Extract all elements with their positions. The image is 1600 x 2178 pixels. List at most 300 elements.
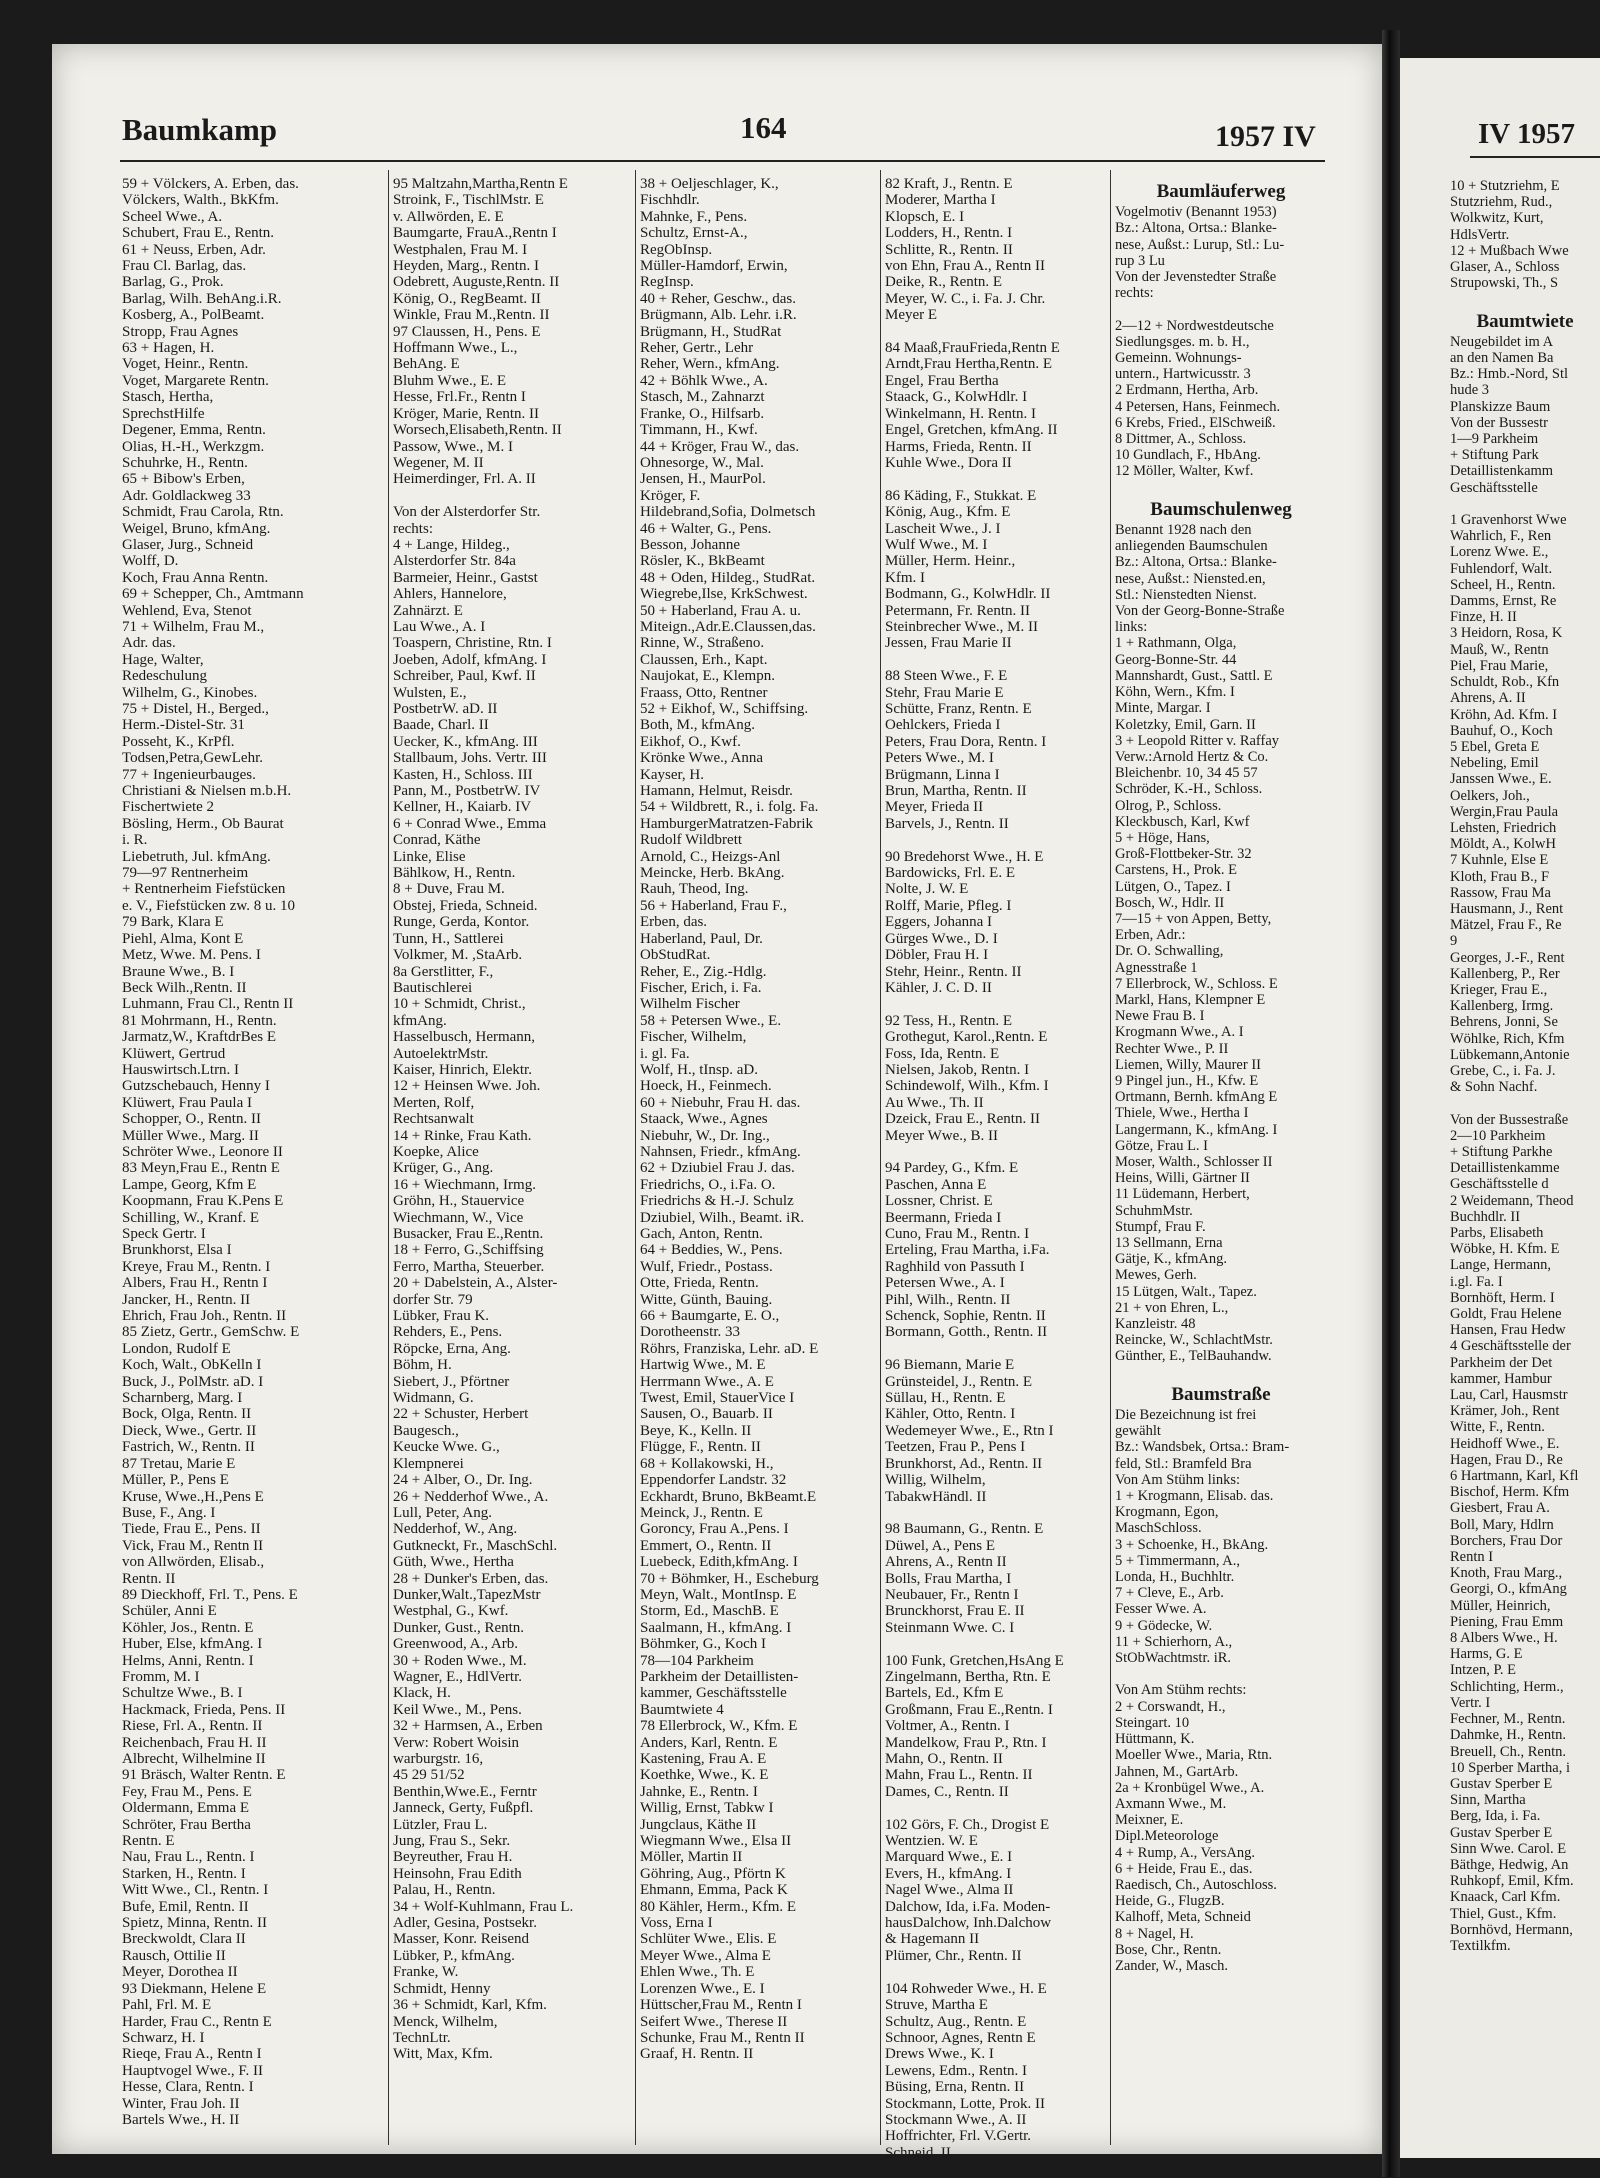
- directory-entry: [1115, 480, 1327, 496]
- directory-entry: Fastrich, W., Rentn. II: [122, 1439, 255, 1456]
- directory-entry: Dziubiel, Wilh., Beamt. iR.: [640, 1209, 805, 1226]
- directory-entry: Engel, Gretchen, kfmAng. II: [885, 422, 1058, 439]
- directory-entry: Witt, Max, Kfm.: [393, 2046, 493, 2063]
- right-page-column: [1450, 178, 1600, 1954]
- directory-entry: 16 + Wiechmann, Irmg.: [393, 1176, 536, 1193]
- directory-entry: untern., Hartwicusstr. 3: [1115, 366, 1251, 383]
- directory-entry: Heyden, Marg., Rentn. I: [393, 258, 539, 275]
- directory-entry: Breuell, Ch., Rentn.: [1450, 1743, 1566, 1760]
- column-divider: [880, 170, 881, 2145]
- directory-entry: Völckers, Walth., BkKfm.: [122, 192, 279, 209]
- directory-entry: Weigel, Bruno, kfmAng.: [122, 520, 271, 537]
- directory-entry: Krogmann Wwe., A. I: [1115, 1024, 1244, 1041]
- directory-entry: Ortmann, Bernh. kfmAng E: [1115, 1089, 1278, 1106]
- directory-entry: 91 Bräsch, Walter Rentn. E: [122, 1767, 286, 1784]
- directory-entry: Masser, Konr. Reisend: [393, 1931, 530, 1948]
- directory-entry: 42 + Böhlk Wwe., A.: [640, 372, 768, 389]
- directory-entry: 70 + Böhmker, H., Escheburg: [640, 1570, 819, 1587]
- directory-entry: Krüger, G., Ang.: [393, 1160, 494, 1177]
- directory-entry: König, O., RegBeamt. II: [393, 290, 541, 307]
- directory-entry: 3 + Schoenke, H., BkAng.: [1115, 1536, 1269, 1553]
- directory-entry: Rentn I: [1450, 1549, 1494, 1566]
- directory-entry: Nolte, J. W. E: [885, 881, 969, 898]
- directory-entry: Grothegut, Karol.,Rentn. E: [885, 1029, 1048, 1046]
- directory-column-1: [122, 176, 384, 2128]
- directory-entry: Zingelmann, Bertha, Rtn. E: [885, 1668, 1051, 1685]
- directory-entry: Carstens, H., Prok. E: [1115, 862, 1238, 879]
- directory-entry: Voltmer, A., Rentn. I: [885, 1718, 1010, 1735]
- directory-entry: e. V., Fiefstücken zw. 8 u. 10: [122, 897, 296, 914]
- directory-entry: Hoffmann Wwe., L.,: [393, 340, 518, 357]
- directory-entry: 58 + Petersen Wwe., E.: [640, 1012, 782, 1029]
- directory-entry: 1 Gravenhorst Wwe: [1450, 512, 1567, 529]
- directory-entry: Damms, Ernst, Re: [1450, 593, 1557, 610]
- directory-entry: Sinn Wwe. Carol. E: [1450, 1840, 1567, 1857]
- directory-entry: [885, 1964, 1107, 1980]
- directory-entry: Koepke, Alice: [393, 1143, 479, 1160]
- directory-entry: Lorenz Wwe. E.,: [1450, 544, 1549, 561]
- directory-entry: Wiegmann Wwe., Elsa II: [640, 1833, 792, 1850]
- directory-entry: Barlag, G., Prok.: [122, 274, 224, 291]
- directory-entry: Geschäftsstelle: [1450, 479, 1538, 496]
- directory-entry: Hartwig Wwe., M. E: [640, 1357, 766, 1374]
- directory-entry: 11 Lüdemann, Herbert,: [1115, 1186, 1250, 1203]
- street-heading: Baumschulenweg: [1150, 498, 1292, 520]
- directory-entry: Heide, G., FlugzB.: [1115, 1893, 1225, 1910]
- directory-entry: Schnoor, Agnes, Rentn E: [885, 2029, 1036, 2046]
- directory-entry: Brügmann, H., StudRat: [640, 323, 782, 340]
- directory-entry: Liemen, Willy, Maurer II: [1115, 1056, 1261, 1073]
- directory-entry: Mahn, Frau L., Rentn. II: [885, 1767, 1033, 1784]
- directory-entry: Stl.: Nienstedten Nienst.: [1115, 586, 1257, 603]
- directory-entry: Dunker, Gust., Rentn.: [393, 1619, 525, 1636]
- directory-entry: [885, 652, 1107, 668]
- directory-entry: Giesbert, Frau A.: [1450, 1500, 1550, 1517]
- directory-entry: [885, 324, 1107, 340]
- directory-entry: Piehl, Alma, Kont E: [122, 930, 244, 947]
- directory-entry: Wiechmann, W., Vice: [393, 1209, 524, 1226]
- directory-entry: Piel, Frau Marie,: [1450, 657, 1549, 674]
- directory-entry: Von der Alsterdorfer Str.: [393, 504, 541, 521]
- directory-entry: Kloth, Frau B., F: [1450, 868, 1550, 885]
- directory-entry: Kröhn, Ad. Kfm. I: [1450, 706, 1558, 723]
- directory-entry: Rechter Wwe., P. II: [1115, 1040, 1229, 1057]
- directory-entry: Barlag, Wilh. BehAng.i.R.: [122, 290, 282, 307]
- directory-entry: MaschSchloss.: [1115, 1520, 1202, 1537]
- directory-entry: Gustav Sperber E: [1450, 1775, 1553, 1792]
- directory-entry: Mandelkow, Frau P., Rtn. I: [885, 1734, 1047, 1751]
- directory-entry: Hasselbusch, Hermann,: [393, 1029, 536, 1046]
- directory-entry: HamburgerMatratzen-Fabrik: [640, 815, 813, 832]
- directory-entry: Goroncy, Frau A.,Pens. I: [640, 1521, 789, 1538]
- directory-entry: Wehlend, Eva, Stenot: [122, 602, 252, 619]
- directory-entry: Wulf, Friedr., Postass.: [640, 1258, 773, 1275]
- directory-entry: Linke, Elise: [393, 848, 466, 865]
- directory-entry: Wentzien. W. E: [885, 1833, 978, 1850]
- right-header-rule: [1470, 156, 1600, 158]
- directory-entry: Metz, Wwe. M. Pens. I: [122, 947, 261, 964]
- directory-entry: 69 + Schepper, Ch., Amtmann: [122, 586, 304, 603]
- directory-entry: Stropp, Frau Agnes: [122, 323, 239, 340]
- directory-entry: Schultze Wwe., B. I: [122, 1685, 243, 1702]
- directory-entry: Goldt, Frau Helene: [1450, 1306, 1562, 1323]
- directory-entry: Naujokat, E., Klempn.: [640, 668, 775, 685]
- directory-entry: 38 + Oeljeschlager, K.,: [640, 176, 779, 192]
- directory-entry: 52 + Eikhof, W., Schiffsing.: [640, 701, 809, 717]
- directory-entry: 79—97 Rentnerheim: [122, 865, 249, 882]
- directory-entry: Redeschulung: [122, 668, 207, 685]
- directory-entry: Hüttmann, K.: [1115, 1731, 1195, 1748]
- directory-entry: StObWachtmstr. iR.: [1115, 1650, 1232, 1667]
- directory-entry: Adr. das.: [122, 635, 176, 652]
- directory-entry: 88 Steen Wwe., F. E: [885, 668, 1008, 685]
- directory-entry: Moderer, Martha I: [885, 192, 996, 209]
- directory-entry: Schüler, Anni E: [122, 1603, 217, 1620]
- directory-entry: Krönke Wwe., Anna: [640, 750, 764, 767]
- directory-entry: Sausen, O., Bauarb. II: [640, 1406, 773, 1423]
- directory-entry: Planskizze Baum: [1450, 398, 1551, 415]
- directory-entry: hausDalchow, Inh.Dalchow: [885, 1915, 1052, 1932]
- directory-entry: Jahnen, M., GartArb.: [1115, 1763, 1239, 1780]
- directory-entry: Müller Wwe., Marg. II: [122, 1127, 259, 1144]
- directory-entry: Rechtsanwalt: [393, 1111, 474, 1128]
- directory-entry: Bz.: Altona, Ortsa.: Blanke-: [1115, 220, 1277, 237]
- directory-entry: Bluhm Wwe., E. E: [393, 372, 507, 389]
- directory-entry: & Hagemann II: [885, 1931, 980, 1948]
- directory-entry: Strupowski, Th., S: [1450, 275, 1559, 292]
- directory-entry: Benthin,Wwe.E., Ferntr: [393, 1783, 537, 1800]
- directory-entry: Cuno, Frau M., Rentn. I: [885, 1226, 1030, 1242]
- directory-entry: Mätzel, Frau F., Re: [1450, 917, 1562, 934]
- directory-entry: Gutkneckt, Fr., MaschSchl.: [393, 1537, 558, 1554]
- directory-entry: Lübkemann,Antonie: [1450, 1046, 1570, 1063]
- directory-entry: 85 Zietz, Gertr., GemSchw. E: [122, 1324, 300, 1341]
- directory-entry: Wahrlich, F., Ren: [1450, 528, 1552, 545]
- directory-entry: Wöhlke, Rich, Kfm: [1450, 1030, 1565, 1047]
- directory-entry: Meyer, W. C., i. Fa. J. Chr.: [885, 290, 1046, 307]
- directory-entry: anliegenden Baumschulen: [1115, 538, 1268, 555]
- directory-entry: Fuhlendorf, Walt.: [1450, 560, 1553, 577]
- directory-entry: Arndt,Frau Hertha,Rentn. E: [885, 356, 1053, 373]
- directory-entry: 104 Rohweder Wwe., H. E: [885, 1980, 1047, 1997]
- directory-entry: Moser, Walth., Schlosser II: [1115, 1153, 1273, 1170]
- directory-entry: Ruhkopf, Emil, Kfm.: [1450, 1873, 1574, 1890]
- directory-entry: Erteling, Frau Martha, i.Fa.: [885, 1242, 1050, 1259]
- directory-entry: Tiede, Frau E., Pens. II: [122, 1521, 261, 1538]
- directory-entry: Klack, H.: [393, 1685, 451, 1702]
- directory-entry: Klempnerei: [393, 1455, 464, 1472]
- directory-entry: Gutzschebauch, Henny I: [122, 1078, 270, 1095]
- directory-entry: Koopmann, Frau K.Pens E: [122, 1193, 284, 1210]
- directory-entry: 34 + Wolf-Kuhlmann, Frau L.: [393, 1898, 574, 1915]
- directory-entry: 12 Möller, Walter, Kwf.: [1115, 463, 1254, 480]
- directory-entry: Hackmack, Frieda, Pens. II: [122, 1701, 286, 1718]
- directory-entry: Ehmann, Emma, Pack K: [640, 1882, 788, 1899]
- column-divider: [1110, 170, 1111, 2145]
- directory-entry: Starken, H., Rentn. I: [122, 1865, 246, 1882]
- directory-entry: Groß-Flottbeker-Str. 32: [1115, 846, 1252, 863]
- directory-entry: kammer, Hambur: [1450, 1370, 1552, 1387]
- directory-entry: 65 + Bibow's Erben,: [122, 471, 245, 488]
- directory-entry: Kfm. I: [885, 569, 925, 586]
- directory-entry: 77 + Ingenieurbauges.: [122, 766, 256, 783]
- directory-entry: Nebeling, Emil: [1450, 755, 1539, 772]
- directory-entry: Pann, M., PostbetrW. IV: [393, 783, 541, 800]
- directory-column-3: [640, 176, 876, 2063]
- directory-entry: links:: [1115, 619, 1148, 636]
- directory-entry: Moeller Wwe., Maria, Rtn.: [1115, 1747, 1273, 1764]
- directory-entry: Runge, Gerda, Kontor.: [393, 914, 530, 931]
- directory-entry: Storm, Ed., MaschB. E: [640, 1603, 779, 1620]
- directory-entry: Fischhdlr.: [640, 192, 700, 209]
- directory-entry: Schultz, Aug., Rentn. E: [885, 2013, 1027, 2030]
- directory-entry: Verw: Robert Woisin: [393, 1734, 520, 1751]
- directory-entry: Seifert Wwe., Therese II: [640, 2013, 788, 2030]
- directory-entry: Parkheim der Detaillisten-: [640, 1668, 799, 1685]
- directory-entry: Petermann, Fr. Rentn. II: [885, 602, 1030, 619]
- directory-entry: Hoeck, H., Feinmech.: [640, 1078, 772, 1095]
- directory-entry: Bz.: Hmb.-Nord, Stl: [1450, 366, 1569, 383]
- directory-entry: 6 Hartmann, Karl, Kfl: [1450, 1468, 1579, 1485]
- directory-entry: Schubert, Frau E., Rentn.: [122, 225, 275, 242]
- directory-entry: Franke, O., Hilfsarb.: [640, 405, 765, 422]
- directory-entry: Witt Wwe., Cl., Rentn. I: [122, 1882, 269, 1899]
- directory-entry: Albers, Frau H., Rentn I: [122, 1275, 268, 1292]
- directory-entry: Buck, J., PolMstr. aD. I: [122, 1373, 264, 1390]
- directory-entry: Bosch, W., Hdlr. II: [1115, 894, 1225, 911]
- directory-entry: Scharnberg, Marg. I: [122, 1390, 243, 1407]
- directory-entry: Braune Wwe., B. I: [122, 963, 235, 980]
- directory-entry: Steinbrecher Wwe., M. II: [885, 618, 1039, 635]
- directory-entry: Lodders, H., Rentn. I: [885, 225, 1013, 242]
- directory-entry: Jungclaus, Käthe II: [640, 1816, 757, 1833]
- directory-entry: Reher, E., Zig.-Hdlg.: [640, 963, 767, 980]
- directory-entry: Knaack, Carl Kfm.: [1450, 1889, 1561, 1906]
- directory-entry: Schröter, Frau Bertha: [122, 1816, 251, 1833]
- directory-entry: Georgi, O., kfmAng: [1450, 1581, 1567, 1598]
- year-volume: 1957 IV: [1215, 120, 1316, 153]
- directory-column-5: [1115, 178, 1327, 1974]
- directory-entry: Wergin,Frau Paula: [1450, 803, 1559, 820]
- directory-entry: Kosberg, A., PolBeamt.: [122, 307, 265, 324]
- directory-entry: Großmann, Frau E.,Rentn. I: [885, 1701, 1053, 1718]
- directory-entry: Döbler, Frau H. I: [885, 947, 989, 964]
- directory-entry: Beermann, Frieda I: [885, 1209, 1002, 1226]
- directory-entry: Brunckhorst, Frau E. II: [885, 1603, 1025, 1620]
- directory-entry: Stehr, Frau Marie E: [885, 684, 1004, 701]
- directory-entry: Keucke Wwe. G.,: [393, 1439, 500, 1456]
- directory-entry: Stehr, Heinr., Rentn. II: [885, 963, 1022, 980]
- directory-entry: Rentn. II: [122, 1570, 176, 1587]
- directory-entry: 10 + Stutzriehm, E: [1450, 178, 1560, 194]
- directory-entry: Kaiser, Hinrich, Elektr.: [393, 1061, 532, 1078]
- directory-entry: Schneid. II: [885, 2144, 951, 2161]
- directory-entry: Bardowicks, Frl. E. E: [885, 865, 1015, 882]
- directory-entry: Rudolf Wildbrett: [640, 832, 743, 849]
- directory-entry: Odebrett, Auguste,Rentn. II: [393, 274, 560, 291]
- directory-entry: Berg, Ida, i. Fa.: [1450, 1808, 1541, 1825]
- directory-entry: Marquard Wwe., E. I: [885, 1849, 1013, 1866]
- directory-entry: Gach, Anton, Rentn.: [640, 1226, 763, 1242]
- directory-entry: Heins, Willi, Gärtner II: [1115, 1170, 1250, 1187]
- directory-entry: Ahrens, A., Rentn II: [885, 1554, 1007, 1571]
- directory-entry: [1450, 291, 1600, 307]
- directory-entry: Schilling, W., Kranf. E: [122, 1209, 260, 1226]
- directory-entry: 4 Petersen, Hans, Feinmech.: [1115, 398, 1281, 415]
- directory-entry: Helms, Anni, Rentn. I: [122, 1652, 254, 1669]
- directory-entry: Hauptvogel Wwe., F. II: [122, 2062, 263, 2079]
- directory-entry: 45 29 51/52: [393, 1767, 465, 1784]
- directory-entry: Fischer, Erich, i. Fa.: [640, 979, 762, 996]
- directory-entry: 6 + Heide, Frau E., das.: [1115, 1860, 1253, 1877]
- directory-entry: feld, Stl.: Bramfeld Bra: [1115, 1455, 1252, 1472]
- directory-entry: Hoffrichter, Frl. V.Gertr.: [885, 2128, 1032, 2145]
- directory-entry: [885, 1341, 1107, 1357]
- directory-entry: 9 Pingel jun., H., Kfw. E: [1115, 1072, 1259, 1089]
- directory-entry: Janneck, Gerty, Fußpfl.: [393, 1800, 534, 1817]
- directory-entry: Bormann, Gotth., Rentn. II: [885, 1324, 1048, 1341]
- directory-entry: Schuldt, Rob., Kfn: [1450, 674, 1560, 691]
- directory-entry: 82 Kraft, J., Rentn. E: [885, 176, 1013, 192]
- directory-entry: Jarmatz,W., KraftdrBes E: [122, 1029, 276, 1046]
- directory-entry: v. Allwörden, E. E: [393, 208, 504, 225]
- directory-entry: 7—15 + von Appen, Betty,: [1115, 910, 1272, 927]
- directory-entry: an den Namen Ba: [1450, 350, 1554, 367]
- directory-entry: Brun, Martha, Rentn. II: [885, 783, 1027, 800]
- directory-entry: Hagen, Frau D., Re: [1450, 1451, 1563, 1468]
- directory-entry: Hage, Walter,: [122, 651, 204, 668]
- directory-entry: 78 Ellerbrock, W., Kfm. E: [640, 1718, 798, 1735]
- directory-entry: Meixner, E.: [1115, 1812, 1184, 1829]
- directory-entry: Speck Gertr. I: [122, 1226, 206, 1242]
- directory-entry: Scheel, H., Rentn.: [1450, 576, 1556, 593]
- directory-entry: Schütte, Franz, Rentn. E: [885, 701, 1032, 717]
- directory-entry: Degener, Emma, Rentn.: [122, 422, 266, 439]
- directory-entry: Breckwoldt, Clara II: [122, 1931, 246, 1948]
- directory-entry: Röhrs, Franziska, Lehr. aD. E: [640, 1340, 819, 1357]
- directory-entry: Albrecht, Wilhelmine II: [122, 1751, 266, 1767]
- directory-entry: nese, Außst.: Niensted.en,: [1115, 570, 1266, 587]
- directory-entry: Kastening, Frau A. E: [640, 1751, 767, 1767]
- directory-entry: 4 Geschäftsstelle der: [1450, 1338, 1571, 1355]
- directory-entry: 2—10 Parkheim: [1450, 1127, 1546, 1144]
- directory-entry: Stutzriehm, Rud.,: [1450, 194, 1553, 211]
- directory-entry: + Stiftung Parkhe: [1450, 1143, 1553, 1160]
- directory-entry: Rehders, E., Pens.: [393, 1324, 503, 1341]
- directory-entry: gewählt: [1115, 1423, 1161, 1440]
- directory-entry: Eikhof, O., Kwf.: [640, 733, 741, 750]
- directory-entry: Ohnesorge, W., Mal.: [640, 454, 764, 471]
- directory-entry: Stallbaum, Johs. Vertr. III: [393, 750, 547, 767]
- directory-entry: Grünsteidel, J., Rentn. E: [885, 1373, 1033, 1390]
- directory-entry: & Sohn Nachf.: [1450, 1079, 1538, 1096]
- directory-entry: Kellner, H., Kaiarb. IV: [393, 799, 532, 816]
- directory-entry: HdlsVertr.: [1450, 226, 1510, 243]
- directory-entry: Dames, C., Rentn. II: [885, 1783, 1009, 1800]
- street-running-head: Baumkamp: [122, 112, 278, 147]
- directory-entry: 59 + Völckers, A. Erben, das.: [122, 176, 299, 192]
- directory-entry: Eckhardt, Bruno, BkBeamt.E: [640, 1488, 817, 1505]
- directory-entry: Conrad, Käthe: [393, 832, 481, 849]
- directory-entry: Ahlers, Hannelore,: [393, 586, 507, 603]
- directory-entry: von Ehn, Frau A., Rentn II: [885, 258, 1045, 275]
- directory-entry: 13 Sellmann, Erna: [1115, 1235, 1223, 1251]
- directory-entry: 93 Diekmann, Helene E: [122, 1980, 267, 1997]
- directory-entry: Franke, W.: [393, 1964, 459, 1981]
- directory-entry: Rolff, Marie, Pfleg. I: [885, 897, 1012, 914]
- directory-entry: Meyn, Walt., MontInsp. E: [640, 1586, 797, 1603]
- directory-entry: Stockmann, Lotte, Prok. II: [885, 2095, 1045, 2112]
- directory-entry: Piening, Frau Emm: [1450, 1613, 1564, 1630]
- directory-entry: Schenck, Sophie, Rentn. II: [885, 1308, 1046, 1325]
- directory-entry: Kleckbusch, Karl, Kwf: [1115, 813, 1250, 830]
- directory-entry: Herrmann Wwe., A. E: [640, 1373, 774, 1390]
- directory-entry: Voget, Heinr., Rentn.: [122, 356, 249, 373]
- directory-entry: Reher, Wern., kfmAng.: [640, 356, 780, 373]
- directory-entry: Krämer, Joh., Rent: [1450, 1403, 1560, 1420]
- directory-entry: 24 + Alber, O., Dr. Ing.: [393, 1472, 533, 1489]
- directory-entry: Beck Wilh.,Rentn. II: [122, 979, 247, 996]
- directory-entry: Besson, Johanne: [640, 536, 740, 553]
- directory-entry: 40 + Reher, Geschw., das.: [640, 290, 797, 307]
- directory-entry: [885, 1144, 1107, 1160]
- directory-entry: 8 Dittmer, A., Schloss.: [1115, 431, 1247, 448]
- directory-entry: Fey, Frau M., Pens. E: [122, 1783, 252, 1800]
- directory-entry: 81 Mohrmann, H., Rentn.: [122, 1012, 277, 1029]
- directory-entry: Koletzky, Emil, Garn. II: [1115, 716, 1256, 733]
- directory-entry: Gürges Wwe., D. I: [885, 930, 998, 947]
- directory-entry: Lull, Peter, Ang.: [393, 1504, 492, 1521]
- directory-entry: Bz.: Altona, Ortsa.: Blanke-: [1115, 554, 1277, 571]
- directory-entry: Krogmann, Egon,: [1115, 1504, 1219, 1521]
- directory-entry: Müller-Hamdorf, Erwin,: [640, 258, 788, 275]
- directory-entry: Bornhöft, Herm. I: [1450, 1289, 1555, 1306]
- directory-entry: Oldermann, Emma E: [122, 1800, 250, 1817]
- directory-entry: Böhm, H.: [393, 1357, 452, 1374]
- directory-entry: Rausch, Ottilie II: [122, 1947, 226, 1964]
- directory-entry: Plümer, Chr., Rentn. II: [885, 1947, 1022, 1964]
- directory-entry: Brügmann, Alb. Lehr. i.R.: [640, 307, 797, 324]
- directory-entry: Vogelmotiv (Benannt 1953): [1115, 204, 1277, 221]
- directory-entry: Mauß, W., Rentn: [1450, 641, 1549, 658]
- directory-entry: SprechstHilfe: [122, 405, 205, 422]
- directory-entry: Detaillistenkamme: [1450, 1160, 1560, 1177]
- directory-entry: Greenwood, A., Arb.: [393, 1636, 518, 1653]
- directory-entry: Möldt, A., KolwH: [1450, 836, 1556, 853]
- directory-entry: Westphalen, Frau M. I: [393, 241, 528, 258]
- directory-entry: Müller, P., Pens E: [122, 1472, 229, 1489]
- directory-entry: Hamann, Helmut, Reisdr.: [640, 783, 793, 800]
- directory-entry: Finze, H. II: [1450, 609, 1517, 626]
- directory-entry: [1115, 301, 1327, 317]
- directory-entry: Stasch, M., Zahnarzt: [640, 389, 765, 406]
- directory-entry: Voss, Erna I: [640, 1915, 713, 1932]
- directory-entry: Riese, Frl. A., Rentn. II: [122, 1718, 263, 1735]
- directory-entry: Claussen, Erh., Kapt.: [640, 651, 768, 668]
- directory-entry: Klüwert, Gertrud: [122, 1045, 226, 1062]
- directory-entry: Günther, E., TelBauhandw.: [1115, 1348, 1272, 1365]
- directory-entry: nese, Außst.: Lurup, Stl.: Lu-: [1115, 236, 1285, 253]
- directory-entry: Beye, K., Kelln. II: [640, 1422, 752, 1439]
- directory-entry: Lange, Hermann,: [1450, 1257, 1552, 1274]
- directory-entry: Müller, Herm. Heinr.,: [885, 553, 1016, 570]
- directory-entry: Huber, Else, kfmAng. I: [122, 1636, 263, 1653]
- directory-entry: Nedderhof, W., Ang.: [393, 1521, 518, 1538]
- directory-entry: Foss, Ida, Rentn. E: [885, 1045, 1000, 1062]
- directory-entry: Wilhelm Fischer: [640, 996, 740, 1013]
- directory-entry: Wiegrebe,Ilse, KrkSchwest.: [640, 586, 808, 603]
- directory-entry: Brunkhorst, Elsa I: [122, 1242, 232, 1259]
